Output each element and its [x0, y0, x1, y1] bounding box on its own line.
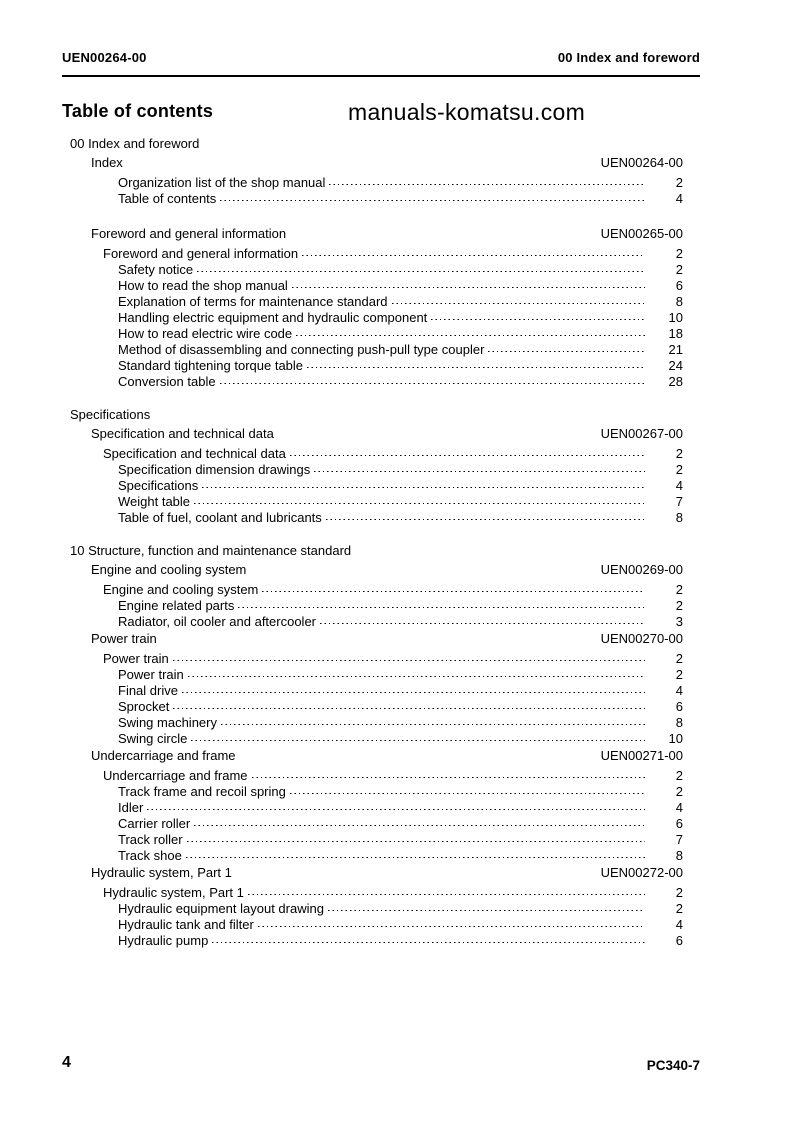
toc-entry-page: 2 [675, 262, 683, 277]
toc-entry-row [70, 650, 683, 666]
footer-page-number: 4 [62, 1054, 71, 1071]
dot-leader [182, 847, 647, 860]
toc-section-code: UEN00271-00 [600, 748, 683, 763]
toc-entry-title: Power train [103, 651, 169, 666]
toc-group-heading: 00 Index and foreword [70, 136, 200, 151]
dot-leader [254, 916, 647, 929]
toc-entry-title: Specifications [118, 478, 199, 493]
toc-entry-title: Table of fuel, coolant and lubricants [118, 510, 322, 525]
dot-leader [169, 650, 647, 663]
toc-section-title: Engine and cooling system [91, 562, 247, 577]
toc-entry-row [70, 245, 683, 261]
toc-entry-title: Hydraulic equipment layout drawing [118, 901, 324, 916]
toc-entry-title: Handling electric equipment and hydraulic component [118, 310, 428, 325]
toc-entry-row [70, 477, 683, 493]
dot-leader [183, 831, 647, 844]
toc-entry-row [70, 767, 683, 783]
dot-leader [427, 309, 647, 322]
dot-leader [388, 293, 647, 306]
toc-entry-row [70, 916, 683, 932]
toc-section-row [70, 631, 683, 647]
toc-section-title: Power train [91, 631, 157, 646]
toc-entry-page: 28 [668, 374, 683, 389]
toc-group [70, 543, 683, 948]
toc-entry-title: Power train [118, 667, 184, 682]
toc-entry-page: 2 [675, 901, 683, 916]
toc-entry-title: Swing circle [118, 731, 188, 746]
toc-section-title: Hydraulic system, Part 1 [91, 865, 232, 880]
toc-entry-title: Foreword and general information [103, 246, 299, 261]
dot-leader [258, 581, 647, 594]
toc-entry-title: How to read the shop manual [118, 278, 288, 293]
dot-leader [303, 357, 647, 370]
dot-leader [187, 730, 647, 743]
toc-entry-row [70, 900, 683, 916]
toc-entry-title: Engine related parts [118, 598, 235, 613]
dot-leader [234, 597, 647, 610]
toc-entry-row [70, 682, 683, 698]
dot-leader [216, 190, 647, 203]
toc-entry-row [70, 445, 683, 461]
toc-entry-page: 8 [675, 848, 683, 863]
toc-entry-page: 6 [675, 816, 683, 831]
toc-entry-page: 2 [675, 651, 683, 666]
toc-entry-page: 6 [675, 699, 683, 714]
toc-entry-row [70, 190, 683, 206]
toc-entry-page: 6 [675, 933, 683, 948]
toc-entry-page: 3 [675, 614, 683, 629]
toc-entry-title: How to read electric wire code [118, 326, 293, 341]
toc-entry-title: Conversion table [118, 374, 216, 389]
toc-entry-row [70, 341, 683, 357]
toc-entry-page: 21 [668, 342, 683, 357]
toc-entry-page: 2 [675, 446, 683, 461]
toc-section-title: Index [91, 155, 123, 170]
header-section-name: 00 Index and foreword [557, 50, 700, 65]
toc-entry-title: Explanation of terms for maintenance standard [118, 294, 388, 309]
toc-section-row [70, 226, 683, 242]
toc-entry-page: 4 [675, 683, 683, 698]
dot-leader [217, 714, 647, 727]
toc-entry-row [70, 932, 683, 948]
toc-entry-title: Engine and cooling system [103, 582, 259, 597]
toc-entry-row [70, 884, 683, 900]
toc-entry-page: 2 [675, 462, 683, 477]
toc-section-row [70, 155, 683, 171]
toc-section-row [70, 748, 683, 764]
toc-entry-row [70, 509, 683, 525]
toc-entry-row [70, 698, 683, 714]
toc-entry-title: Specification dimension drawings [118, 462, 311, 477]
toc-group [70, 407, 683, 525]
header-rule [62, 75, 700, 77]
toc-entry-row [70, 277, 683, 293]
dot-leader [190, 493, 647, 506]
dot-leader [286, 783, 647, 796]
toc-group-heading: 10 Structure, function and maintenance standard [70, 543, 352, 558]
dot-leader [198, 477, 647, 490]
toc-entry-row [70, 831, 683, 847]
dot-leader [286, 445, 647, 458]
dot-leader [248, 767, 647, 780]
toc-entry-page: 8 [675, 510, 683, 525]
toc-entry-page: 7 [675, 832, 683, 847]
toc-entry-row [70, 261, 683, 277]
toc-entry-title: Safety notice [118, 262, 194, 277]
dot-leader [325, 174, 647, 187]
toc-entry-row [70, 293, 683, 309]
toc-section-code: UEN00267-00 [600, 426, 683, 441]
toc-entry-row [70, 373, 683, 389]
toc-section-row [70, 426, 683, 442]
toc-entry-title: Hydraulic pump [118, 933, 209, 948]
toc-entry-page: 2 [675, 598, 683, 613]
toc-entry-row [70, 493, 683, 509]
toc-entry-row [70, 730, 683, 746]
toc-section-title: Specification and technical data [91, 426, 274, 441]
toc-entry-title: Organization list of the shop manual [118, 175, 326, 190]
toc-entry-page: 7 [675, 494, 683, 509]
toc-entry-row [70, 666, 683, 682]
toc-section-code: UEN00264-00 [600, 155, 683, 170]
toc-entry-title: Track roller [118, 832, 183, 847]
toc-entry-page: 2 [675, 784, 683, 799]
toc-entry-row [70, 613, 683, 629]
dot-leader [288, 277, 647, 290]
toc-entry-page: 2 [675, 582, 683, 597]
toc-entry-title: Table of contents [118, 191, 217, 206]
toc-entry-title: Carrier roller [118, 816, 191, 831]
toc-entry-title: Hydraulic system, Part 1 [103, 885, 244, 900]
toc-section-code: UEN00270-00 [600, 631, 683, 646]
toc-entry-page: 18 [668, 326, 683, 341]
toc-entry-page: 6 [675, 278, 683, 293]
toc-entry-row [70, 597, 683, 613]
toc-entry-row [70, 799, 683, 815]
table-of-contents [70, 136, 683, 948]
toc-entry-page: 4 [675, 191, 683, 206]
toc-entry-title: Sprocket [118, 699, 170, 714]
toc-entry-page: 2 [675, 175, 683, 190]
dot-leader [208, 932, 647, 945]
dot-leader [216, 373, 647, 386]
toc-entry-title: Swing machinery [118, 715, 217, 730]
toc-entry-row [70, 581, 683, 597]
toc-entry-page: 8 [675, 294, 683, 309]
toc-entry-page: 8 [675, 715, 683, 730]
toc-entry-page: 2 [675, 768, 683, 783]
toc-section-code: UEN00265-00 [600, 226, 683, 241]
toc-entry-page: 24 [668, 358, 683, 373]
dot-leader [322, 509, 647, 522]
toc-group [70, 136, 683, 389]
dot-leader [292, 325, 647, 338]
dot-leader [143, 799, 647, 812]
toc-entry-page: 4 [675, 917, 683, 932]
toc-entry-page: 4 [675, 478, 683, 493]
toc-entry-page: 2 [675, 885, 683, 900]
toc-entry-title: Weight table [118, 494, 191, 509]
toc-entry-row [70, 357, 683, 373]
toc-entry-row [70, 461, 683, 477]
toc-entry-row [70, 714, 683, 730]
watermark-text: manuals-komatsu.com [348, 99, 586, 125]
toc-entry-title: Track shoe [118, 848, 182, 863]
page-title: Table of contents [62, 101, 214, 121]
toc-section-row [70, 865, 683, 881]
toc-entry-title: Undercarriage and frame [103, 768, 248, 783]
toc-entry-row [70, 174, 683, 190]
toc-entry-title: Idler [118, 800, 144, 815]
toc-section-code: UEN00269-00 [600, 562, 683, 577]
toc-entry-page: 10 [668, 310, 683, 325]
toc-entry-row [70, 815, 683, 831]
dot-leader [178, 682, 647, 695]
dot-leader [316, 613, 647, 626]
toc-entry-row [70, 847, 683, 863]
toc-entry-title: Final drive [118, 683, 178, 698]
toc-entry-page: 2 [675, 246, 683, 261]
toc-entry-page: 2 [675, 667, 683, 682]
dot-leader [190, 815, 647, 828]
toc-entry-row [70, 783, 683, 799]
toc-entry-title: Track frame and recoil spring [118, 784, 286, 799]
dot-leader [169, 698, 647, 711]
toc-section-row [70, 562, 683, 578]
toc-entry-page: 4 [675, 800, 683, 815]
toc-section-code: UEN00272-00 [600, 865, 683, 880]
toc-entry-title: Specification and technical data [103, 446, 286, 461]
toc-entry-title: Hydraulic tank and filter [118, 917, 254, 932]
dot-leader [310, 461, 647, 474]
dot-leader [193, 261, 647, 274]
header-document-code: UEN00264-00 [62, 50, 147, 65]
toc-entry-row [70, 325, 683, 341]
dot-leader [484, 341, 647, 354]
toc-section-title: Foreword and general information [91, 226, 287, 241]
dot-leader [324, 900, 647, 913]
dot-leader [244, 884, 647, 897]
toc-section-title: Undercarriage and frame [91, 748, 236, 763]
dot-leader [298, 245, 647, 258]
running-header [62, 50, 700, 65]
toc-entry-title: Method of disassembling and connecting push-pull type coupler [118, 342, 485, 357]
footer-model-code: PC340-7 [646, 1058, 700, 1073]
dot-leader [184, 666, 647, 679]
toc-group-heading: Specifications [70, 407, 151, 422]
toc-entry-row [70, 309, 683, 325]
toc-entry-title: Standard tightening torque table [118, 358, 304, 373]
toc-entry-page: 10 [668, 731, 683, 746]
toc-entry-title: Radiator, oil cooler and aftercooler [118, 614, 317, 629]
